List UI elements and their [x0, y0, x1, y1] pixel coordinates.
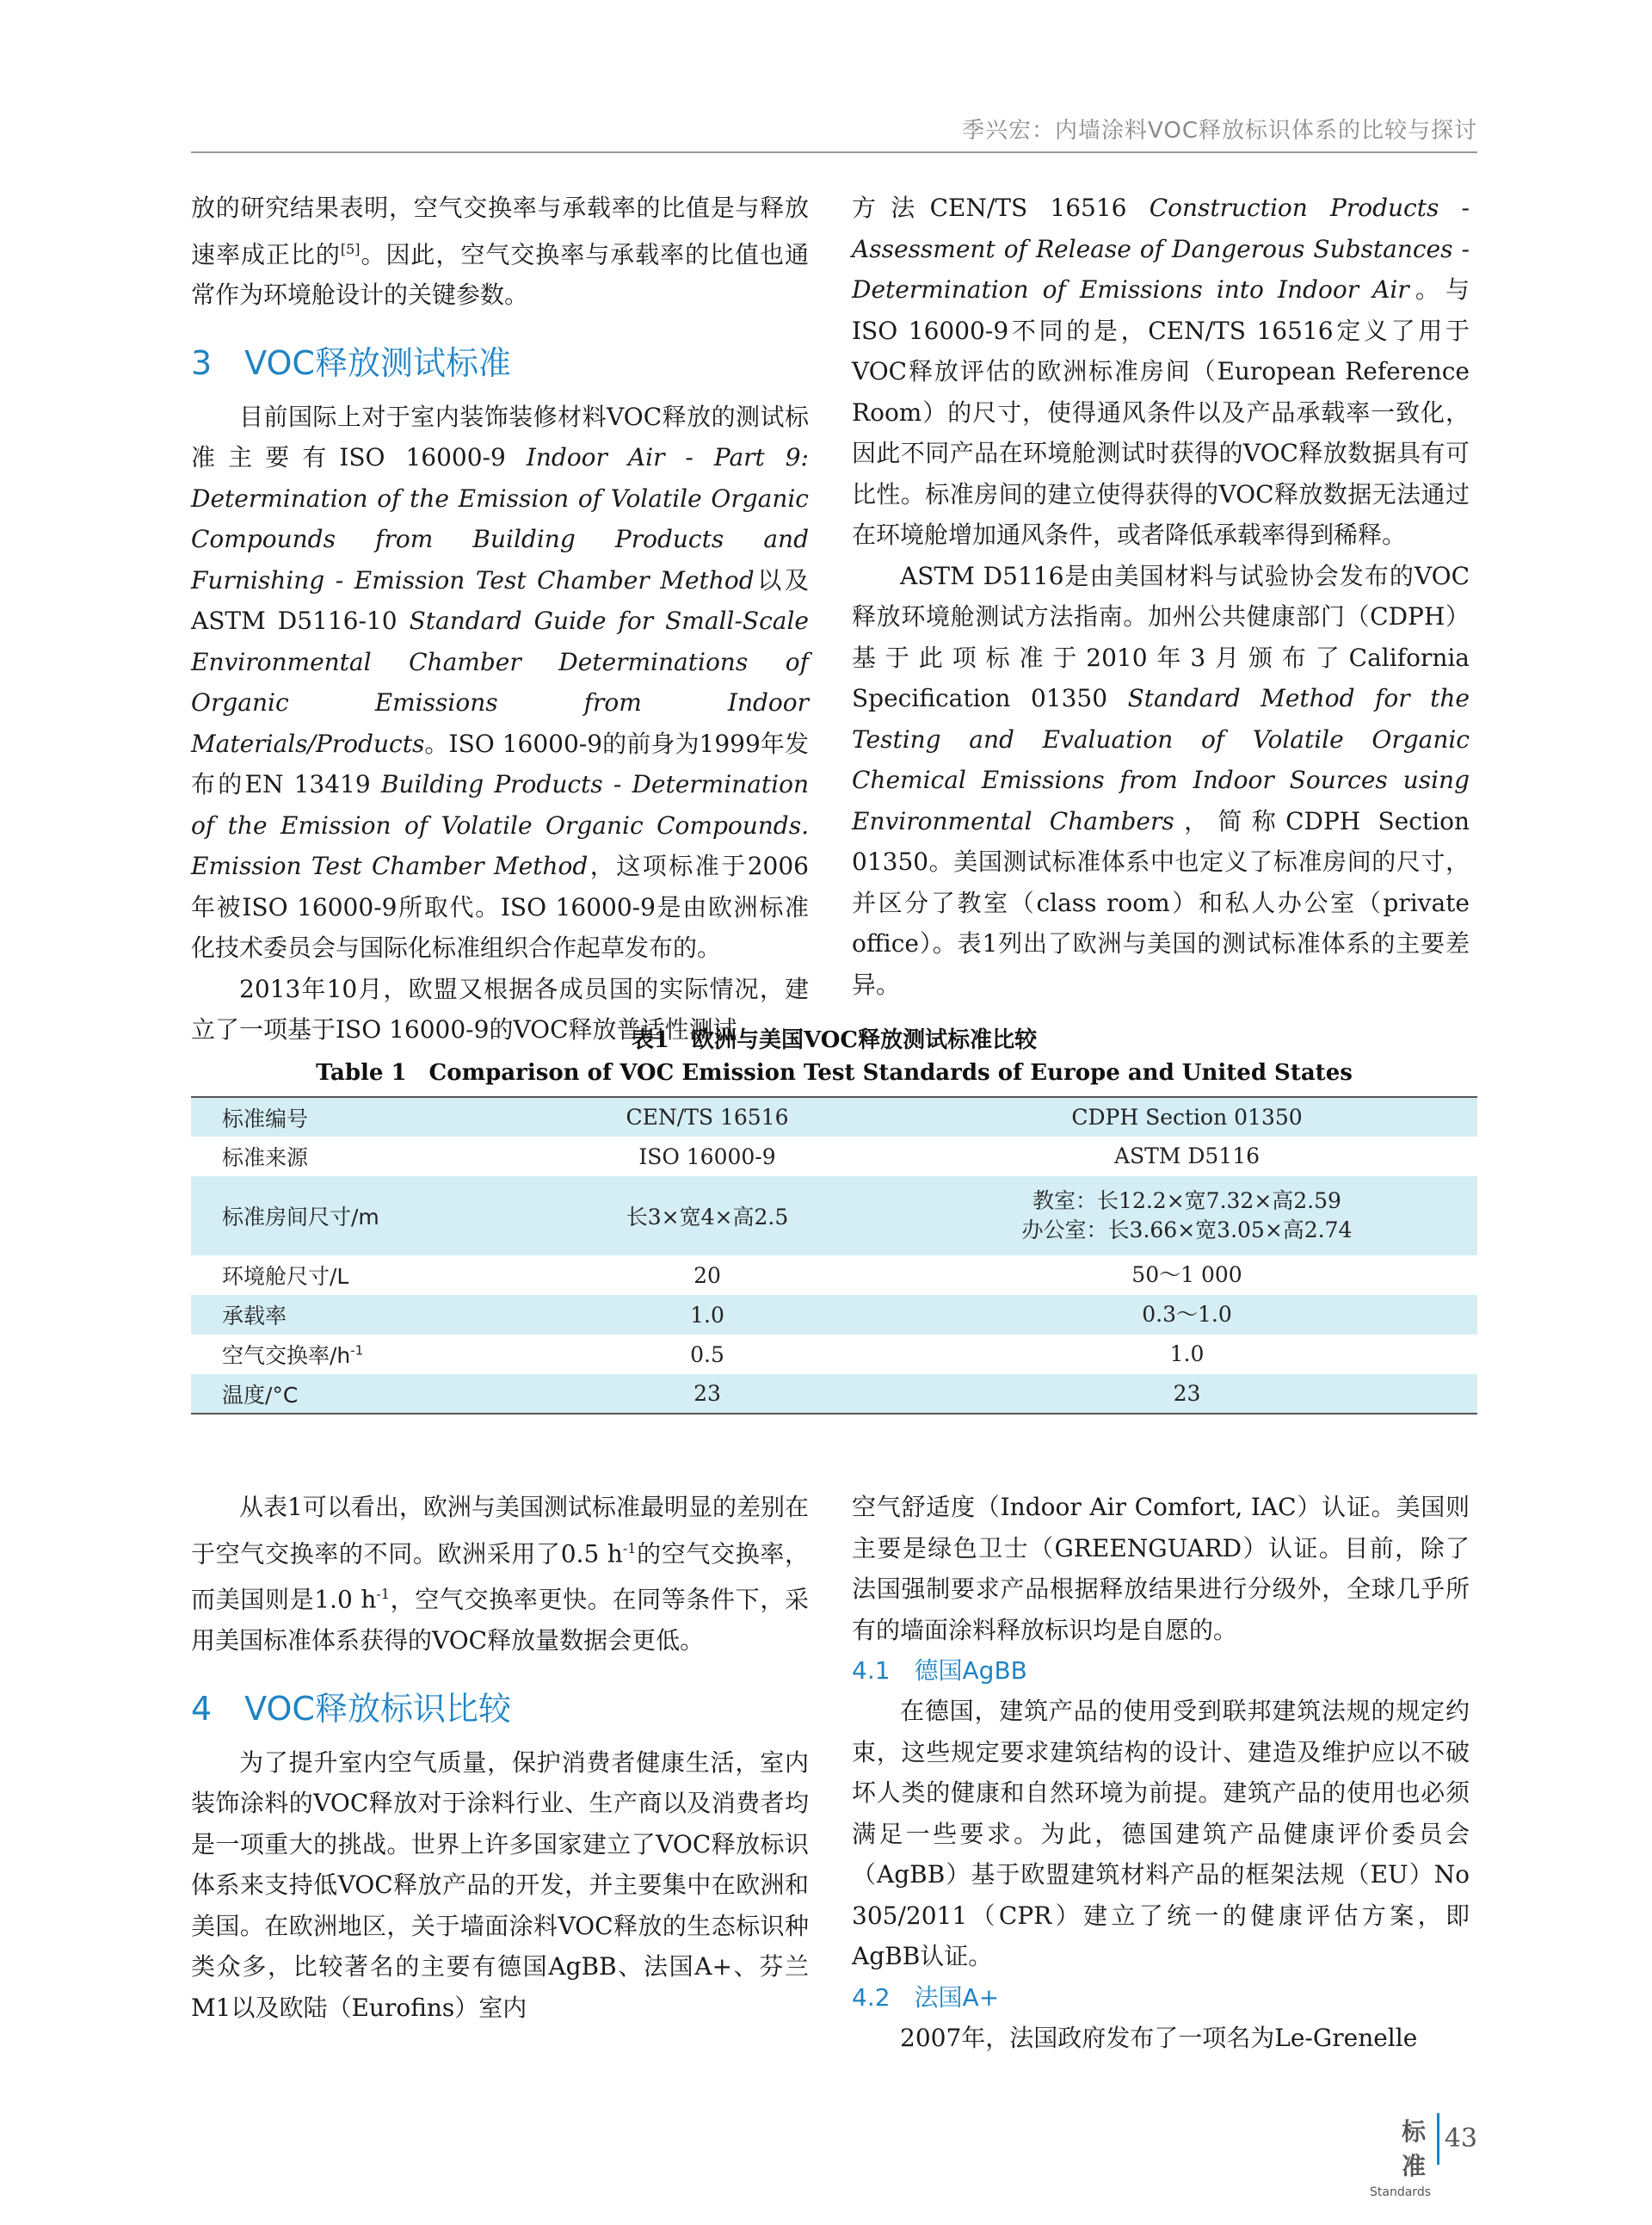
comparison-table	[191, 1096, 1477, 1415]
table-row: 标准来源 ISO 16000-9 ASTM D5116	[222, 1143, 1261, 1170]
section-heading-3: 3 VOC释放测试标准	[191, 343, 511, 382]
table-row: 承载率 1.0 0.3～1.0	[191, 1295, 1477, 1334]
paragraph: 在德国，建筑产品的使用受到联邦建筑法规的规定约束，这些规定要求建筑结构的设计、建造及维护应以不破坏人类的健康和自然环境为前提。建筑产品的使用也必须满足一些要求。为此，德国建筑产品健康评价委员会（AgBB）基于欧盟建筑材料产品的框架法规（EU）No 305/2011（CPR）建立了统一的健康评估方案，即AgBB认证。	[852, 1697, 1470, 1970]
running-title: 季兴宏：内墙涂料VOC释放标识体系的比较与探讨	[962, 118, 1477, 144]
paragraph: 2007年，法国政府发布了一项名为Le-Grenelle	[900, 2023, 1418, 2052]
column-bottom-left	[191, 1487, 809, 2028]
footer-divider	[1437, 2113, 1439, 2165]
paragraph: 2013年10月，欧盟又根据各成员国的实际情况，建立了一项基于ISO 16000-9的VOC释放普适性测试	[191, 974, 809, 1045]
column-top-right	[852, 188, 1470, 1005]
table-row: 空气交换率$/h^{-1}$ 0.5 1.0	[222, 1341, 1205, 1368]
table-row: 标准编号 CEN/TS 16516 CDPH Section 01350	[191, 1097, 1477, 1137]
table-1	[191, 1024, 1477, 1415]
paragraph: ASTM D5116是由美国材料与试验协会发布的VOC释放环境舱测试方法指南。加州公共健康部门（CDPH）基于此项标准于2010年3月颁布了California Specification 01350 Standard Method for the Testing and Evaluation of Volatile Organic Chemical Emissions from Indoor Sources using Environmental Chambers，简称CDPH Section 01350。美国测试标准体系中也定义了标准房间的尺寸，并区分了教室（class room）和私人办公室（private office）。表1列出了欧洲与美国的测试标准体系的主要差异。	[852, 561, 1470, 999]
table-caption-cn: 表1 欧洲与美国VOC释放测试标准比较	[631, 1027, 1038, 1053]
table-row: 温度/°C 23 23	[191, 1374, 1477, 1414]
column-top-left	[191, 188, 809, 1051]
table-caption-en: Table 1 Comparison of VOC Emission Test Standards of Europe and United States	[316, 1060, 1353, 1086]
section-heading-4: 4 VOC释放标识比较	[191, 1689, 511, 1728]
subsection-heading-4-2: 4.2 法国A+	[852, 1982, 1000, 2012]
table-row: 标准房间尺寸/m 长3×宽4×高2.5 教室：长12.2×宽7.32×高2.59 办公室：长3.66×宽3.05×高2.74	[191, 1176, 1477, 1255]
paragraph: 为了提升室内空气质量，保护消费者健康生活，室内装饰涂料的VOC释放对于涂料行业、生产商以及消费者均是一项重大的挑战。世界上许多国家建立了VOC释放标识体系来支持低VOC释放产品的开发，并主要集中在欧洲和美国。在欧洲地区，关于墙面涂料VOC释放的生态标识种类众多，比较著名的主要有德国AgBB、法国A+、芬兰M1以及欧陆（Eurofins）室内	[191, 1747, 809, 2022]
paragraph: 空气舒适度（Indoor Air Comfort, IAC）认证。美国则主要是绿色卫士（GREENGUARD）认证。目前，除了法国强制要求产品根据释放结果进行分级外，全球几乎所有的墙面涂料释放标识均是自愿的。	[852, 1493, 1470, 1644]
paragraph: 目前国际上对于室内装饰装修材料VOC释放的测试标准主要有ISO 16000-9 Indoor Air - Part 9: Determination of the Emission of Volatile Organic Compounds from Building Products and Furnishing - Emission Test Chamber Method以及ASTM D5116-10 Standard Guide for Small-Scale Environmental Chamber Determinations of Organic Emissions from Indoor Materials/Products。ISO 16000-9的前身为1999年发布的EN 13419 Building Products - Determination of the Emission of Volatile Organic Compounds. Emission Test Chamber Method，这项标准于2006年被ISO 16000-9所取代。ISO 16000-9是由欧洲标准化技术委员会与国际化标准组织合作起草发布的。	[191, 402, 810, 963]
paragraph: 从表1可以看出，欧洲与美国测试标准最明显的差别在于空气交换率的不同。欧洲采用了0.5 $h^{-1}$的空气交换率，而美国则是1.0 $h^{-1}$，空气交换率更快。在同等条件下，采用美国标准体系获得的VOC释放量数据会更低。	[191, 1493, 809, 1655]
table-row: 环境舱尺寸/L 20 50～1 000	[222, 1262, 1242, 1289]
journal-name: 标 准 Standards	[1370, 2117, 1431, 2199]
paragraph: 方法CEN/TS 16516 Construction Products - Assessment of Release of Dangerous Substances - Determination of Emissions into Indoor Air。与ISO 16000-9不同的是，CEN/TS 16516定义了用于VOC释放评估的欧洲标准房间（European Reference Room）的尺寸，使得通风条件以及产品承载率一致化，因此不同产品在环境舱测试时获得的VOC释放数据具有可比性。标准房间的建立使得获得的VOC释放数据无法通过在环境舱增加通风条件，或者降低承载率得到稀释。	[852, 194, 1470, 549]
paragraph: 放的研究结果表明，空气交换率与承载率的比值是与释放速率成正比的[5]。因此，空气交换率与承载率的比值也通常作为环境舱设计的关键参数。	[191, 194, 809, 310]
subsection-heading-4-1: 4.1 德国AgBB	[852, 1656, 1027, 1685]
running-header	[191, 112, 1477, 153]
page-number: 43	[1444, 2123, 1477, 2154]
column-bottom-right	[852, 1487, 1470, 2058]
citation-ref: [5]	[340, 240, 361, 257]
